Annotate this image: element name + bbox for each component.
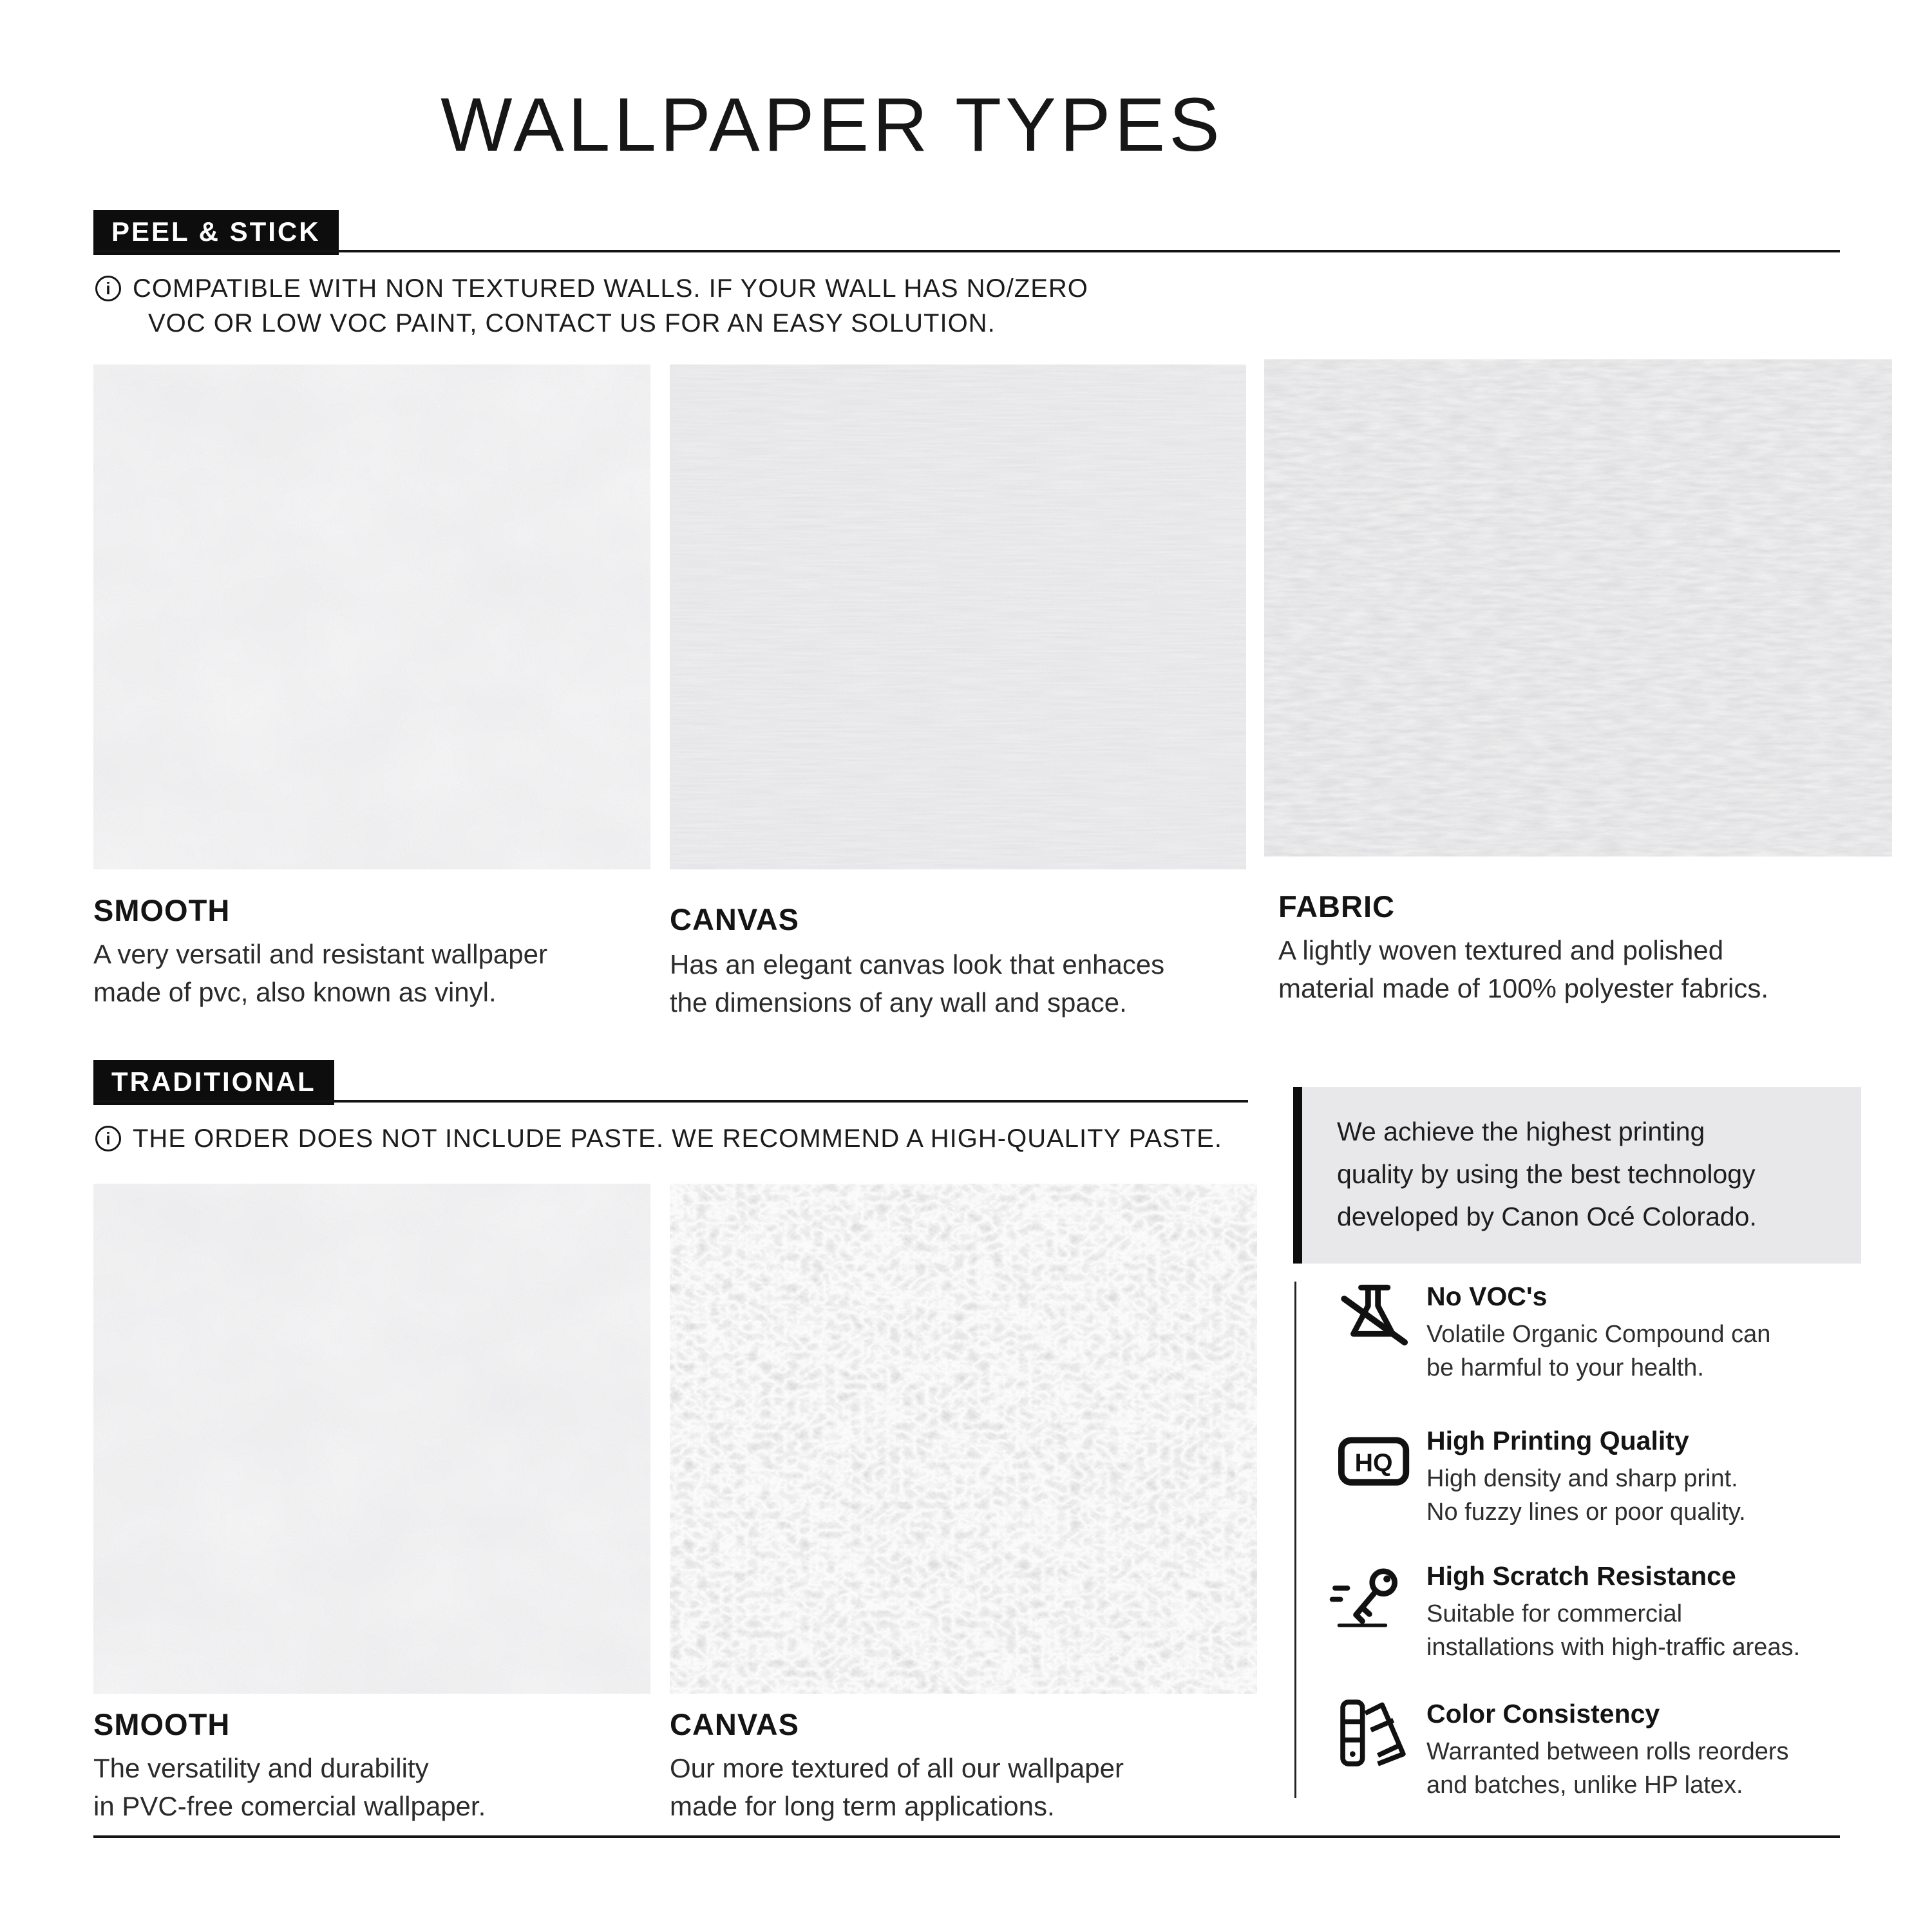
desc-line: A lightly woven textured and polished (1278, 935, 1724, 965)
swatch-image-traditional-canvas (670, 1184, 1257, 1694)
swatch-title-traditional-canvas: CANVAS (670, 1707, 799, 1741)
section-label-peel-stick (93, 210, 339, 255)
hq-badge-icon (1334, 1422, 1412, 1499)
swatch-desc-peel-canvas (670, 945, 1164, 1021)
desc-line: made of pvc, also known as vinyl. (93, 977, 497, 1007)
swatch-title-peel-fabric: FABRIC (1278, 889, 1395, 923)
swatch-title-peel-smooth: SMOOTH (93, 893, 231, 927)
separator-line-bottom (93, 1835, 1840, 1838)
feature-title: High Printing Quality (1426, 1426, 1689, 1455)
section-label-traditional (93, 1060, 334, 1105)
separator-line-traditional (93, 1100, 1248, 1103)
quality-box-accent-bar (1293, 1087, 1302, 1264)
feature-desc-line: High density and sharp print. (1426, 1465, 1738, 1492)
quality-line: developed by Canon Océ Colorado. (1337, 1202, 1757, 1231)
page-title: WALLPAPER TYPES (440, 82, 1224, 167)
desc-line: the dimensions of any wall and space. (670, 987, 1127, 1018)
feature-title: Color Consistency (1426, 1699, 1660, 1728)
feature-desc-line: and batches, unlike HP latex. (1426, 1772, 1743, 1799)
swatch-title-peel-canvas: CANVAS (670, 902, 799, 936)
feature-desc-line: No fuzzy lines or poor quality. (1426, 1499, 1746, 1526)
feature-desc-line: Warranted between rolls reorders (1426, 1738, 1789, 1765)
color-swatches-icon (1334, 1695, 1412, 1772)
feature-desc (1426, 1318, 1770, 1385)
quality-line: quality by using the best technology (1337, 1159, 1756, 1189)
quality-statement-box (1302, 1087, 1861, 1264)
desc-line: in PVC-free comercial wallpaper. (93, 1791, 486, 1821)
feature-desc (1426, 1597, 1800, 1664)
feature-desc-line: installations with high-traffic areas. (1426, 1634, 1801, 1661)
swatch-image-traditional-smooth (93, 1184, 650, 1694)
swatch-image-peel-smooth (93, 365, 650, 869)
feature-desc-line: Volatile Organic Compound can (1426, 1321, 1771, 1348)
desc-line: material made of 100% polyester fabrics. (1278, 973, 1769, 1003)
feature-desc-line: Suitable for commercial (1426, 1600, 1683, 1627)
info-icon-glyph: i (95, 276, 121, 301)
separator-line-peel-stick (93, 250, 1840, 252)
peel-stick-note-line1: COMPATIBLE WITH NON TEXTURED WALLS. IF YOUR WALL HAS NO/ZERO (133, 274, 1088, 303)
section-label-text: TRADITIONAL (93, 1060, 334, 1105)
swatch-desc-traditional-canvas (670, 1749, 1124, 1825)
quality-line: We achieve the highest printing (1337, 1117, 1705, 1146)
desc-line: The versatility and durability (93, 1753, 429, 1783)
swatch-title-traditional-smooth: SMOOTH (93, 1707, 231, 1741)
swatch-image-peel-canvas (670, 365, 1246, 869)
traditional-note: THE ORDER DOES NOT INCLUDE PASTE. WE RECOMMEND A HIGH-QUALITY PASTE. (133, 1124, 1222, 1153)
info-icon-glyph: i (95, 1126, 121, 1151)
swatch-desc-peel-fabric (1278, 931, 1768, 1007)
feature-title: High Scratch Resistance (1426, 1561, 1736, 1591)
feature-desc-line: be harmful to your health. (1426, 1354, 1704, 1381)
peel-stick-note-line2: VOC OR LOW VOC PAINT, CONTACT US FOR AN EASY SOLUTION. (148, 309, 996, 337)
swatch-desc-traditional-smooth (93, 1749, 486, 1825)
section-label-text: PEEL & STICK (93, 210, 339, 255)
info-icon (95, 276, 121, 301)
no-voc-flask-icon (1334, 1278, 1412, 1355)
swatch-desc-peel-smooth (93, 935, 547, 1011)
svg-text:HQ: HQ (1354, 1448, 1393, 1477)
feature-desc (1426, 1735, 1789, 1802)
scratch-key-icon (1328, 1557, 1405, 1634)
desc-line: made for long term applications. (670, 1791, 1055, 1821)
info-icon (95, 1126, 121, 1151)
desc-line: Our more textured of all our wallpaper (670, 1753, 1124, 1783)
feature-title: No VOC's (1426, 1282, 1548, 1311)
features-divider-line (1294, 1282, 1296, 1798)
desc-line: A very versatil and resistant wallpaper (93, 939, 547, 969)
swatch-image-peel-fabric (1264, 359, 1892, 857)
desc-line: Has an elegant canvas look that enhaces (670, 949, 1165, 980)
feature-desc (1426, 1462, 1746, 1529)
